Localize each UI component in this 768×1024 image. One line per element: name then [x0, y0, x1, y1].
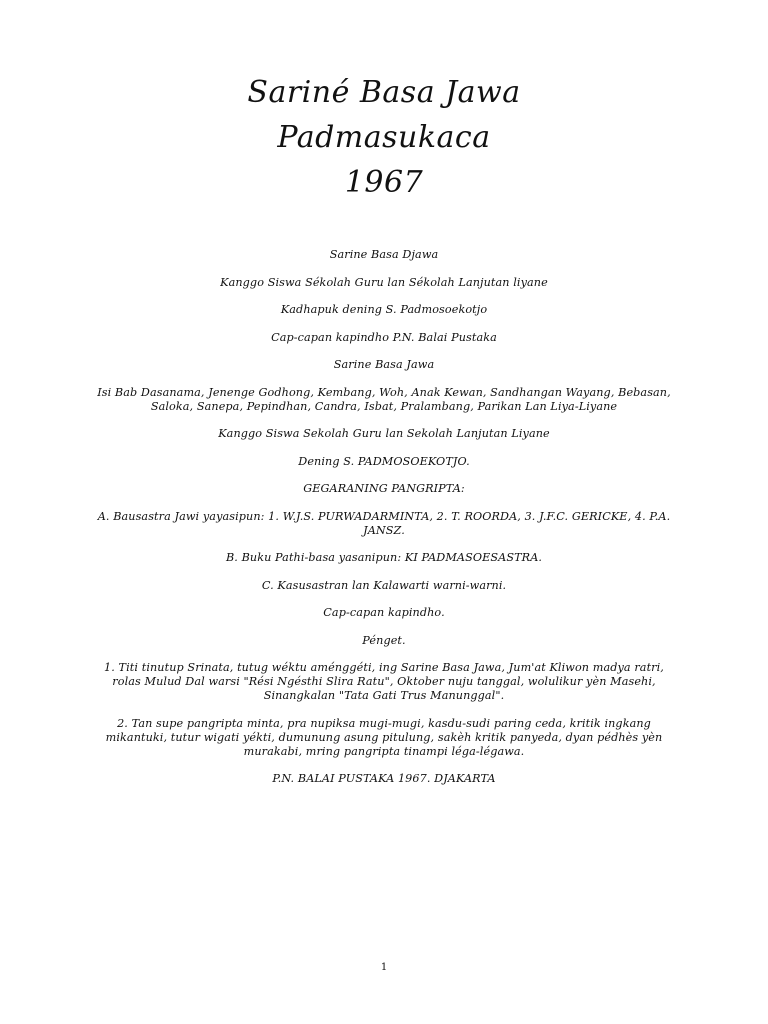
paragraph-16: 2. Tan supe pangripta minta, pra nupiksa mugi-mugi, kasdu-sudi paring ceda, kritik ingkang mikantuki, tutur wigati yékti, dumunung asung pitulung, sakèh kritik panyeda, dyan pédhès yèn murakabi, mring pangripta tinampi léga-légawa. [105, 716, 663, 758]
paragraph-5: Sarine Basa Jawa [333, 358, 435, 371]
title-line-2: Padmasukaca [277, 120, 491, 155]
paragraph-6: Isi Bab Dasanama, Jenenge Godhong, Kembang, Woh, Anak Kewan, Sandhangan Wayang, Bebasan, Saloka, Sanepa, Pepindhan, Candra, Isbat, Pralambang, Parikan Lan Liya-Liyane [97, 385, 671, 413]
paragraph-8: Dening S. PADMOSOEKOTJO. [298, 454, 470, 468]
paragraph-1: Sarine Basa Djawa [329, 248, 439, 261]
body-text [92, 248, 676, 800]
paragraph-15: 1. Titi tinutup Srinata, tutug wéktu aménggéti, ing Sarine Basa Jawa, Jum'at Kliwon madya ratri, rolas Mulud Dal warsi "Rési Ngésthi Slira Ratu", Oktober nuju tanggal, wolulikur yèn Masehi, Sinangkalan "Tata Gati Trus Manunggal". [104, 661, 664, 702]
paragraph-9: GEGARANING PANGRIPTA: [303, 482, 465, 495]
paragraph-14: Pénget. [362, 633, 406, 647]
paragraph-3: Kadhapuk dening S. Padmosoekotjo [280, 303, 488, 316]
title-block [0, 70, 768, 205]
paragraph-2: Kanggo Siswa Sékolah Guru lan Sékolah Lanjutan liyane [220, 275, 548, 289]
paragraph-10: A. Bausastra Jawi yayasipun: 1. W.J.S. PURWADARMINTA, 2. T. ROORDA, 3. J.F.C. GERICKE, 4. P.A. JANSZ. [97, 509, 671, 537]
page-number: 1 [380, 962, 388, 973]
paragraph-7: Kanggo Siswa Sekolah Guru lan Sekolah Lanjutan Liyane [218, 427, 550, 440]
title-line-1: Sariné Basa Jawa [247, 75, 521, 110]
paragraph-4: Cap-capan kapindho P.N. Balai Pustaka [271, 330, 497, 344]
paragraph-17: P.N. BALAI PUSTAKA 1967. DJAKARTA [272, 772, 496, 785]
title-line-3: 1967 [344, 165, 424, 200]
paragraph-11: B. Buku Pathi-basa yasanipun: KI PADMASOESASTRA. [225, 551, 543, 564]
paragraph-12: C. Kasusastran lan Kalawarti warni-warni. [261, 578, 507, 592]
paragraph-13: Cap-capan kapindho. [323, 606, 445, 619]
